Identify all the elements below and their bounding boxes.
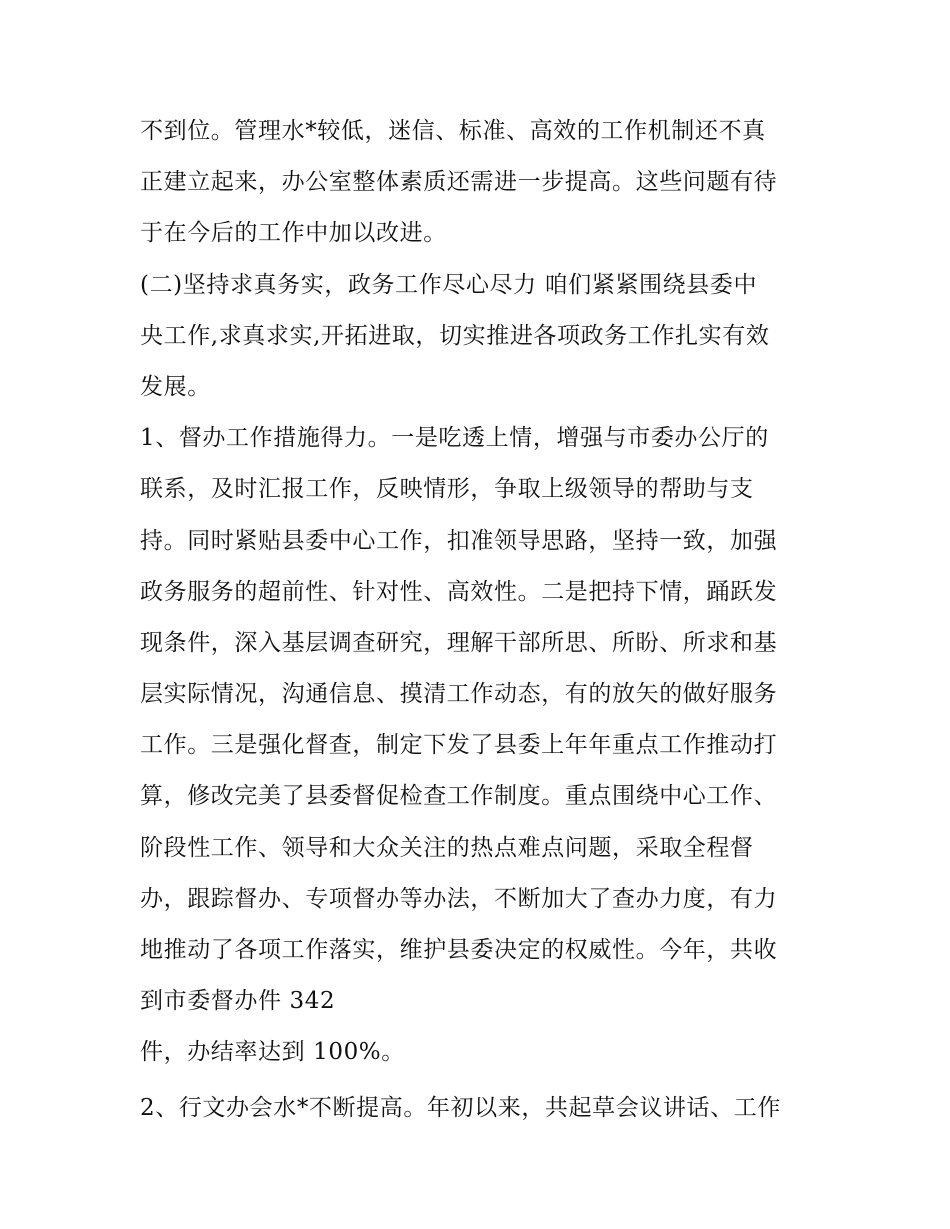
text-line: 工作。三是强化督查，制定下发了县委上年年重点工作推动打 bbox=[140, 732, 778, 759]
text-line: 地推动了各项工作落实，维护县委决定的权威性。今年，共收 bbox=[140, 937, 778, 963]
text-line: 政务服务的超前性、针对性、高效性。二是把持下情，踊跃发 bbox=[140, 578, 778, 605]
text-line: 持。同时紧贴县委中心工作，扣准领导思路，坚持一致，加强 bbox=[140, 527, 778, 554]
text-line: 央工作,求真求实,开拓进取，切实推进各项政务工作扎实有效 bbox=[140, 322, 770, 349]
text-line: 现条件，深入基层调查研究，理解干部所思、所盼、所求和基 bbox=[140, 629, 778, 656]
text-line: 算，修改完美了县委督促检查工作制度。重点围绕中心工作、 bbox=[140, 783, 778, 810]
text-line: 件，办结率达到 100%。 bbox=[140, 1039, 405, 1066]
text-line: 层实际情况，沟通信息、摸清工作动态，有的放矢的做好服务 bbox=[140, 681, 778, 708]
text-line: 阶段性工作、领导和大众关注的热点难点问题，采取全程督 bbox=[140, 834, 754, 861]
text-line: 联系，及时汇报工作，反映情形，争取上级领导的帮助与支 bbox=[140, 476, 754, 503]
text-line: 不到位。管理水*较低，迷信、标准、高效的工作机制还不真 bbox=[140, 118, 766, 144]
text-line: 发展。 bbox=[140, 373, 211, 400]
section-heading-line: (二)坚持求真务实，政务工作尽心尽力 咱们紧紧围绕县委中 bbox=[140, 271, 758, 298]
numbered-item-line: 2、行文办会水*不断提高。年初以来，共起草会议讲话、工作 bbox=[140, 1094, 781, 1121]
body-text bbox=[140, 106, 820, 1134]
text-line: 办，跟踪督办、专项督办等办法，不断加大了查办力度，有力 bbox=[140, 885, 778, 912]
text-line: 到市委督办件 342 bbox=[140, 988, 336, 1015]
text-line: 于在今后的工作中加以改进。 bbox=[140, 220, 447, 247]
text-line: 正建立起来，办公室整体素质还需进一步提高。这些问题有待 bbox=[140, 169, 778, 196]
numbered-item-line: 1、督办工作措施得力。一是吃透上情，增强与市委办公厅的 bbox=[140, 425, 769, 452]
